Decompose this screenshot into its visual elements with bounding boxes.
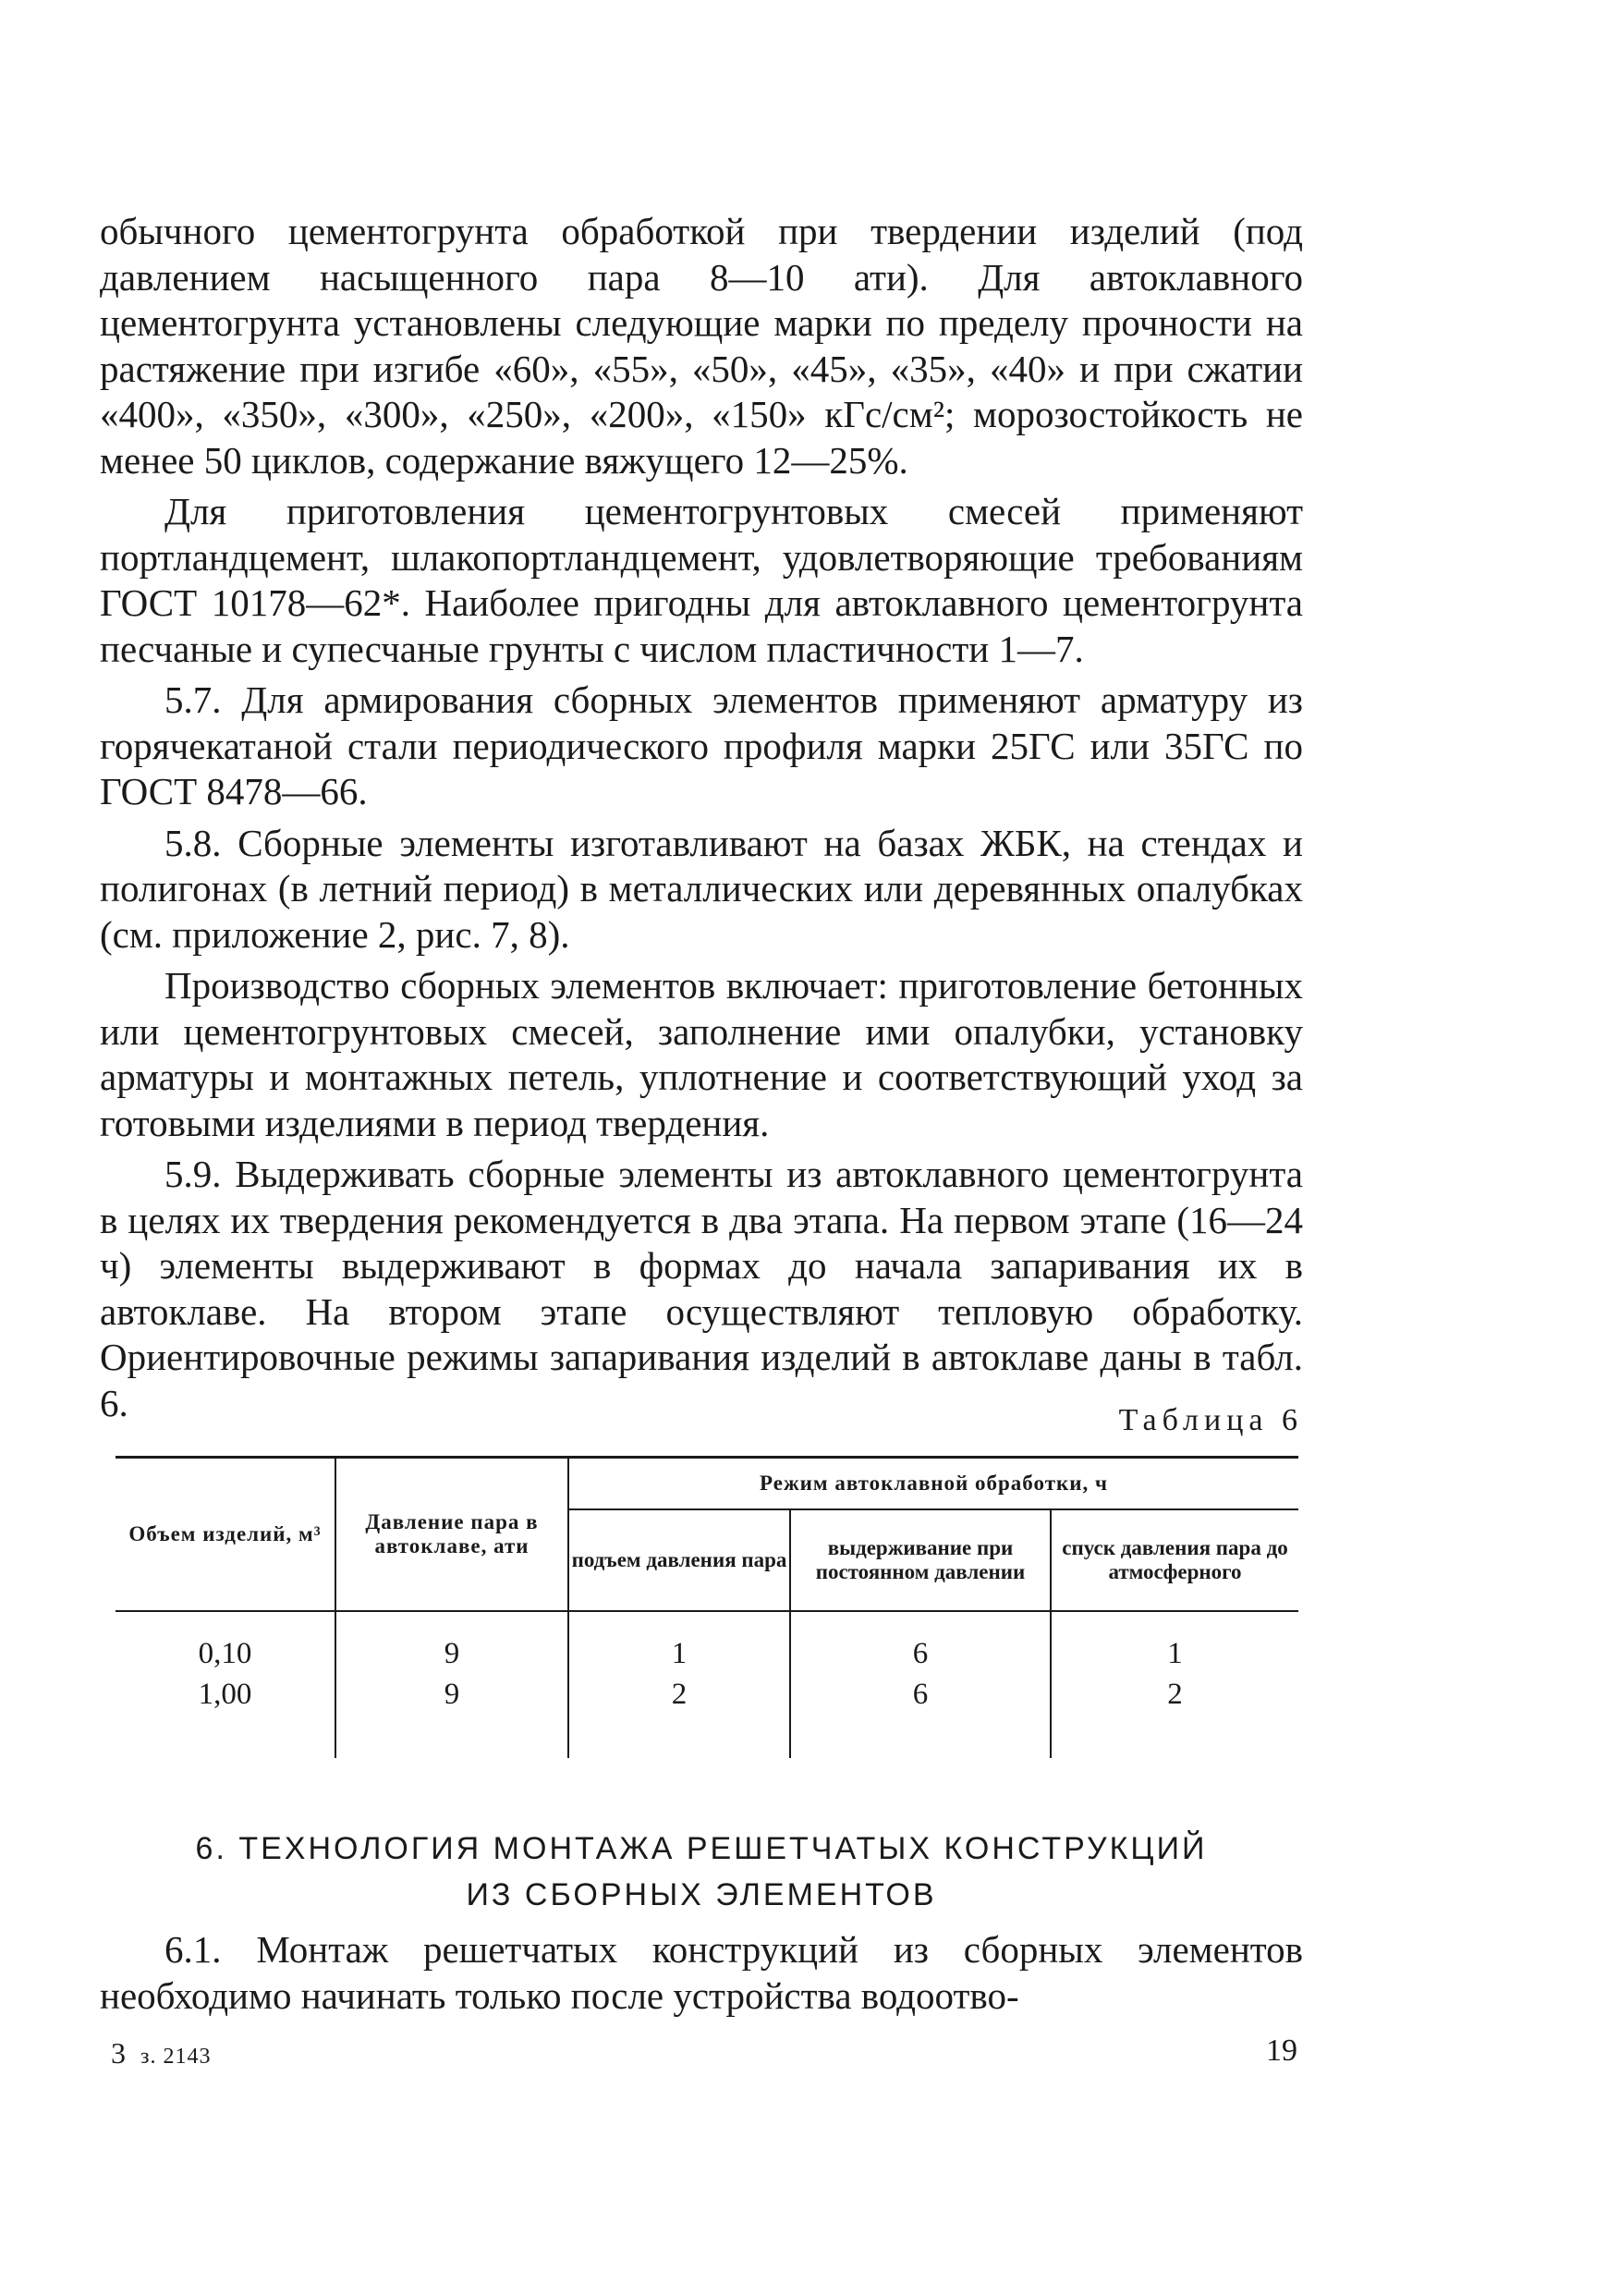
table-cell: 1,00 <box>198 1678 252 1711</box>
header-pressure: Давление пара в автоклаве, ати <box>335 1458 568 1612</box>
paragraph: 5.8. Сборные элементы изготавливают на базах ЖБК, на стендах и полигонах (в летний период) в металлических или деревянных опалубках (см. приложение 2, рис. 7, 8). <box>100 821 1303 956</box>
table-cell: 0,10 <box>198 1637 252 1670</box>
section-text <box>100 1927 1303 2019</box>
paragraph: 5.9. Выдерживать сборные элементы из автоклавного цементогрунта в целях их твердения рекомендуется в два этапа. На первом этапе (16—24 ч) элементы выдерживают в формах до начала запаривания их в автоклаве. На втором этапе осуществляют тепловую обработку. Ориентировочные режимы запаривания изделий в автоклаве даны в табл. 6. <box>100 1153 1303 1424</box>
paragraph: 6.1. Монтаж решетчатых конструкций из сборных элементов необходимо начинать только после устройства водоотво- <box>100 1928 1303 2017</box>
order-number: з. 2143 <box>140 2045 212 2069</box>
table-row <box>116 1611 1298 1679</box>
table-cell: 1 <box>1051 1611 1298 1679</box>
table-cell: 2 <box>1051 1679 1298 1758</box>
table-cell: 6 <box>790 1611 1051 1679</box>
footer-signature <box>111 2036 211 2070</box>
table-cell: 6 <box>790 1679 1051 1758</box>
section-title-line: ИЗ СБОРНЫХ ЭЛЕМЕНТОВ <box>466 1877 937 1912</box>
paragraph: 5.7. Для армирования сборных элементов применяют арматуру из горячекатаной стали периодического профиля марки 25ГС или 35ГС по ГОСТ 8478—66. <box>100 678 1303 812</box>
table-cell: 2 <box>568 1679 790 1758</box>
table-caption: Таблица 6 <box>1118 1403 1303 1437</box>
section-title-line: 6. ТЕХНОЛОГИЯ МОНТАЖА РЕШЕТЧАТЫХ КОНСТРУКЦИЙ <box>195 1831 1208 1866</box>
table-cell: 9 <box>335 1679 568 1758</box>
header-pressure-release: спуск давления пара до атмосферного <box>1051 1509 1298 1611</box>
header-autoclave-mode: Режим автоклавной обработки, ч <box>568 1458 1298 1510</box>
paragraph: обычного цементогрунта обработкой при твердении изделий (под давлением насыщенного пара 8—10 ати). Для автоклавного цементогрунта установлены следующие марки по пределу прочности на растяжение при изгибе «60», «55», «50», «45», «35», «40» и при сжатии «400», «350», «300», «250», «200», «150» кГс/см²; морозостойкость не менее 50 циклов, содержание вяжущего 12—25%. <box>100 210 1303 482</box>
body-text <box>100 209 1303 1426</box>
paragraph: Для приготовления цементогрунтовых смесей применяют портландцемент, шлакопортландцемент, удовлетворяющие требованиям ГОСТ 10178—62*. Наиболее пригодны для автоклавного цементогрунта песчаные и супесчаные грунты с числом пластичности 1—7. <box>100 490 1303 670</box>
table-cell: 9 <box>335 1611 568 1679</box>
table-row <box>116 1679 1298 1758</box>
page-number: 19 <box>1266 2033 1297 2068</box>
section-title <box>100 1826 1303 1918</box>
header-volume: Объем изделий, м³ <box>116 1458 335 1612</box>
autoclave-table <box>116 1456 1298 1758</box>
header-pressure-rise: подъем давления пара <box>568 1509 790 1611</box>
paragraph: Производство сборных элементов включает: приготовление бетонных или цементогрунтовых смесей, заполнение ими опалубки, установку арматуры и монтажных петель, уплотнение и соответствующий уход за готовыми изделиями в период твердения. <box>100 964 1303 1144</box>
header-constant-hold: выдерживание при постоянном давлении <box>790 1509 1051 1611</box>
table-cell: 1 <box>568 1611 790 1679</box>
sheet-number: 3 <box>111 2036 126 2070</box>
